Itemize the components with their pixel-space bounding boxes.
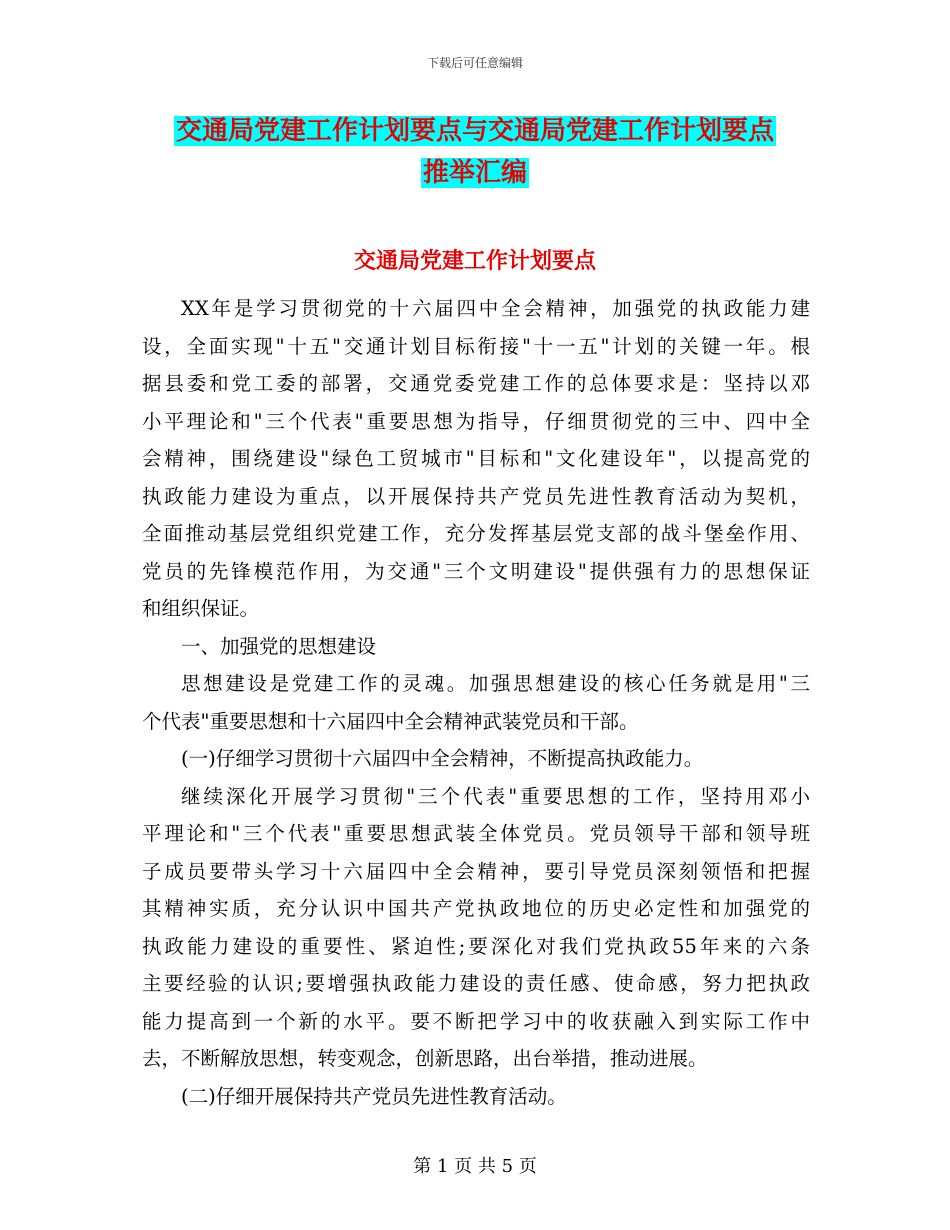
body-line: 其精神实质，充分认识中国共产党执政地位的历史必定性和加强党的 (142, 897, 810, 920)
body-line: 能力提高到一个新的水平。要不断把学习中的收获融入到实际工作中 (142, 1009, 810, 1033)
document-title-line-1 (140, 108, 810, 154)
body-line: 和组织保证。 (142, 597, 260, 620)
document-title-line-2 (140, 150, 810, 196)
body-line: 主要经验的认识;要增强执政能力建设的责任感、使命感，努力把执政 (142, 972, 810, 995)
body-line: 执政能力建设为重点，以开展保持共产党员先进性教育活动为契机， (142, 484, 810, 508)
body-line: 会精神，围绕建设"绿色工贸城市"目标和"文化建设年"，以提高党的 (142, 447, 810, 470)
body-line: 执政能力建设的重要性、紧迫性;要深化对我们党执政55年来的六条 (142, 934, 810, 958)
body-line: XX年是学习贯彻党的十六届四中全会精神，加强党的执政能力建 (181, 297, 810, 320)
body-line: 思想建设是党建工作的灵魂。加强思想建设的核心任务就是用"三 (181, 672, 810, 695)
header-note: 下载后可任意编辑 (426, 56, 523, 70)
document-body (142, 290, 810, 1115)
body-line: 平理论和"三个代表"重要思想武装全体党员。党员领导干部和领导班 (142, 822, 810, 845)
body-line: (二)仔细开展保持共产党员先进性教育活动。 (181, 1084, 567, 1108)
title-highlight: 交通局党建工作计划要点与交通局党建工作计划要点 (175, 116, 774, 146)
body-line: 全面推动基层党组织党建工作，充分发挥基层党支部的战斗堡垒作用、 (142, 522, 810, 545)
section-title: 交通局党建工作计划要点 (353, 248, 596, 274)
page-footer: 第 1 页 共 5 页 (413, 1156, 537, 1177)
title-highlight: 推举汇编 (422, 158, 527, 188)
body-line: 一、加强党的思想建设 (181, 634, 377, 658)
body-line: 子成员要带头学习十六届四中全会精神，要引导党员深刻领悟和把握 (142, 859, 810, 883)
body-line: 小平理论和"三个代表"重要思想为指导，仔细贯彻党的三中、四中全 (142, 409, 810, 433)
body-line: 据县委和党工委的部署，交通党委党建工作的总体要求是：坚持以邓 (142, 372, 810, 395)
body-line: 党员的先锋模范作用，为交通"三个文明建设"提供强有力的思想保证 (142, 559, 810, 583)
body-line: 设，全面实现"十五"交通计划目标衔接"十一五"计划的关键一年。根 (142, 334, 810, 358)
body-line: 个代表"重要思想和十六届四中全会精神武装党员和干部。 (142, 709, 639, 733)
body-line: 去，不断解放思想，转变观念，创新思路，出台举措，推动进展。 (142, 1047, 708, 1070)
body-line: (一)仔细学习贯彻十六届四中全会精神，不断提高执政能力。 (181, 747, 704, 770)
body-line: 继续深化开展学习贯彻"三个代表"重要思想的工作，坚持用邓小 (181, 784, 810, 808)
